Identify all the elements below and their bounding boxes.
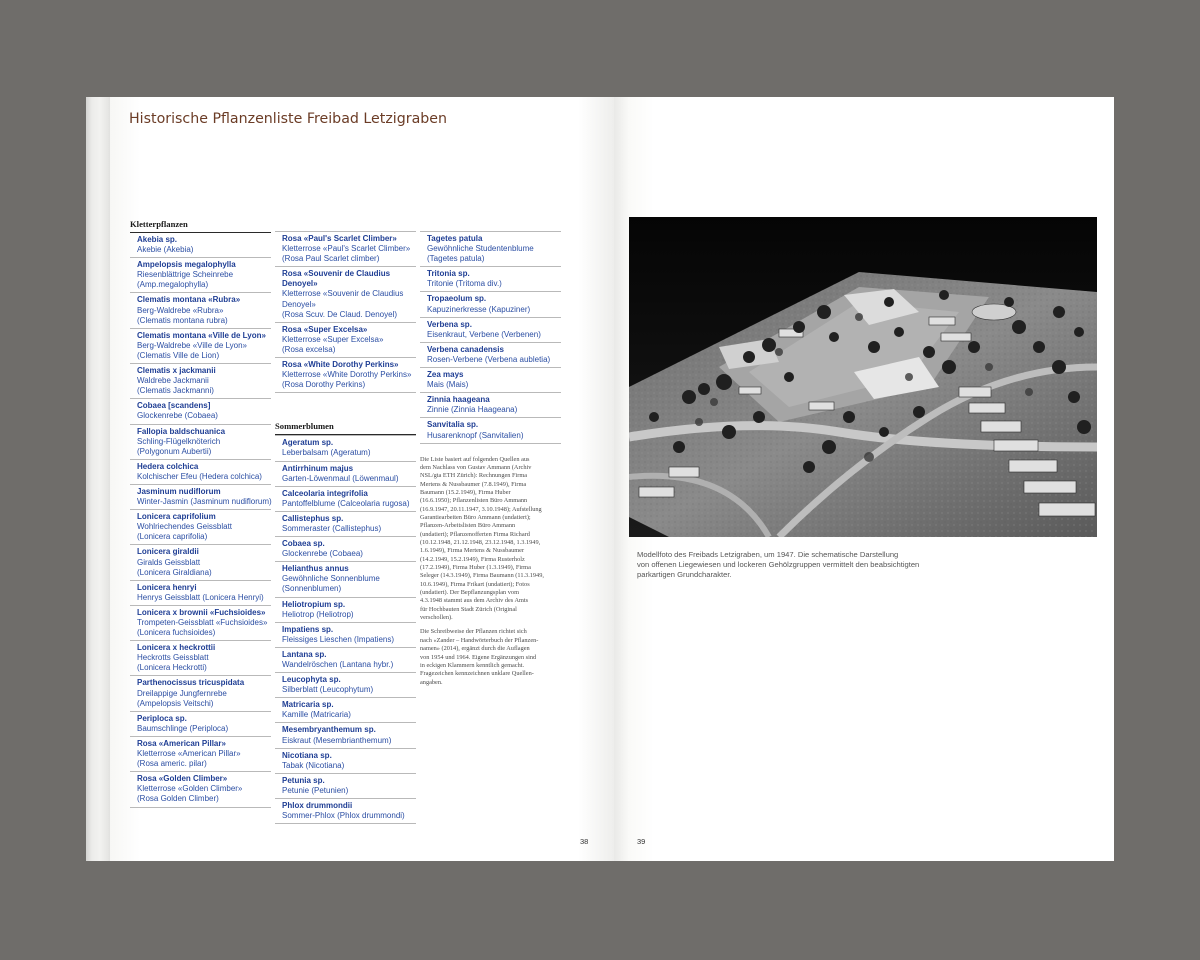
latin-name: Lonicera henryi xyxy=(137,582,197,592)
plant-entry xyxy=(130,233,271,258)
column-1 xyxy=(130,219,271,808)
latin-name: Jasminum nudiflorum xyxy=(137,486,221,496)
text-line: Modellfoto des Freibads Letzigraben, um 1947. Die schematische Darstellung xyxy=(637,550,899,559)
text-line: Die Liste basiert auf folgenden Quellen aus xyxy=(420,455,530,463)
latin-name: Lantana sp. xyxy=(282,649,327,659)
text-line: (14.2.1949, 15.2.1949), Firma Rusterholz xyxy=(420,555,525,563)
text-line: (16.9.1947, 20.11.1947, 3.10.1948); Aufstellung xyxy=(420,505,542,513)
plant-entry xyxy=(275,749,416,774)
latin-name: Clematis x jackmanii xyxy=(137,366,216,376)
common-name: Kapuzinerkresse (Kapuziner) xyxy=(427,304,531,314)
text-line: (undatiert). Der Bepflanzungsplan vom xyxy=(420,589,519,597)
section-gap xyxy=(275,393,416,421)
common-name: (Clematis Ville de Lion) xyxy=(137,350,220,360)
plant-entry xyxy=(420,393,561,418)
plant-entry xyxy=(275,267,416,322)
plant-entry xyxy=(275,648,416,673)
latin-name: Calceolaria integrifolia xyxy=(282,488,368,498)
page-number-left: 38 xyxy=(580,837,589,846)
plant-entry xyxy=(130,510,271,545)
text-line: Seleger (14.3.1949), Firma Baumann (11.3.1949, xyxy=(420,572,544,580)
latin-name: Tagetes patula xyxy=(427,234,483,243)
common-name: Winter-Jasmin (Jasminum nudiflorum) xyxy=(137,497,272,507)
plant-entry xyxy=(275,673,416,698)
latin-name: Helianthus annus xyxy=(282,564,349,574)
common-name: (Clematis montana rubra) xyxy=(137,315,228,325)
common-name: Kletterrose «Golden Climber» xyxy=(137,784,243,794)
latin-name: Verbena sp. xyxy=(427,319,472,329)
plant-entry xyxy=(130,460,271,485)
latin-name: Denoyel» xyxy=(282,279,318,289)
latin-name: Lonicera x heckrottii xyxy=(137,643,216,653)
text-line: parkartigen Grundcharakter. xyxy=(637,569,732,579)
latin-name: Rosa «White Dorothy Perkins» xyxy=(282,360,399,370)
common-name: Gewöhnliche Studentenblume xyxy=(427,244,534,254)
common-name: (Lonicera Giraldiana) xyxy=(137,567,212,577)
common-name: Kletterrose «Super Excelsa» xyxy=(282,334,384,344)
common-name: Rosen-Verbene (Verbena aubletia) xyxy=(427,354,551,364)
common-name: Riesenblättrige Scheinrebe xyxy=(137,270,234,280)
latin-name: Impatiens sp. xyxy=(282,624,334,634)
common-name: Henrys Geissblatt (Lonicera Henryi) xyxy=(137,592,264,602)
common-name: Kolchischer Efeu (Hedera colchica) xyxy=(137,471,262,481)
text-line: angaben. xyxy=(420,678,443,686)
plant-entry xyxy=(275,231,416,267)
left-page xyxy=(110,97,614,861)
page-number-right: 39 xyxy=(637,837,646,846)
text-line: NSL/gta ETH Zürich): Rechnungen Firma xyxy=(420,472,528,480)
common-name: (Sonnenblumen) xyxy=(282,584,342,594)
plant-entry xyxy=(130,485,271,510)
common-name: Sommer-Phlox (Phlox drummondi) xyxy=(282,811,405,821)
common-name: Glockenrebe (Cobaea) xyxy=(137,411,218,421)
text-line: Pflanzen-Arbeitslisten Büro Ammann xyxy=(420,522,516,530)
latin-name: Callistephus sp. xyxy=(282,513,344,523)
plant-entry xyxy=(420,318,561,343)
plant-entry xyxy=(275,435,416,461)
common-name: Denoyel» xyxy=(282,299,316,309)
plant-entry xyxy=(130,676,271,711)
summer-list-2 xyxy=(420,231,561,444)
plant-entry xyxy=(420,267,561,292)
text-line: (10.12.1948, 21.12.1948, 23.12.1948, 1.3.1949, xyxy=(420,539,541,547)
common-name: Eisenkraut, Verbene (Verbenen) xyxy=(427,329,541,339)
latin-name: Petunia sp. xyxy=(282,775,325,785)
plant-entry xyxy=(420,292,561,317)
section-heading-summer: Sommerblumen xyxy=(275,421,416,435)
plant-entry xyxy=(130,399,271,424)
text-line: 10.6.1949), Firma Frikart (undatiert); Fotos xyxy=(420,580,530,588)
common-name: Tritonie (Tritoma div.) xyxy=(427,279,502,289)
common-name: Berg-Waldrebe «Rubra» xyxy=(137,305,224,315)
common-name: Silberblatt (Leucophytum) xyxy=(282,685,374,695)
latin-name: Parthenocissus tricuspidata xyxy=(137,678,245,688)
page-title: Historische Pflanzenliste Freibad Letzigraben xyxy=(129,111,447,127)
common-name: Fleissiges Lieschen (Impatiens) xyxy=(282,634,395,644)
latin-name: Phlox drummondii xyxy=(282,801,353,811)
latin-name: Cobaea [scandens] xyxy=(137,401,211,411)
plant-entry xyxy=(275,462,416,487)
plant-entry xyxy=(275,799,416,824)
text-line: Fragezeichen kennzeichnen unklare Quellen- xyxy=(420,670,534,678)
common-name: Kletterrose «Paul's Scarlet Climber» xyxy=(282,244,411,254)
latin-name: Rosa «Golden Climber» xyxy=(137,774,228,784)
plant-entry xyxy=(420,231,561,267)
latin-name: Zinnia haageana xyxy=(427,395,490,405)
common-name: (Lonicera fuchsioides) xyxy=(137,628,216,638)
plant-entry xyxy=(130,581,271,606)
plant-entry xyxy=(420,368,561,393)
text-line: (16.6.1950); Pflanzenlisten Büro Ammann xyxy=(420,497,528,505)
common-name: Leberbalsam (Ageratum) xyxy=(282,448,371,458)
common-name: Husarenknopf (Sanvitalien) xyxy=(427,430,524,440)
common-name: (Clematis Jackmanni) xyxy=(137,386,214,396)
common-name: Eiskraut (Mesembrianthemum) xyxy=(282,735,392,745)
text-line: namen» (2014), ergänzt durch die Auflagen xyxy=(420,645,530,653)
latin-name: Rosa «Super Excelsa» xyxy=(282,324,368,334)
common-name: Kletterrose «American Pillar» xyxy=(137,749,241,759)
plant-entry xyxy=(130,364,271,399)
common-name: Heliotrop (Heliotrop) xyxy=(282,609,354,619)
plant-entry xyxy=(130,293,271,328)
text-line: (17.2.1949), Firma Huber (1.3.1949), Firma xyxy=(420,564,531,572)
latin-name: Ageratum sp. xyxy=(282,438,334,448)
latin-name: Hedera colchica xyxy=(137,461,199,471)
plant-entry xyxy=(275,723,416,748)
latin-name: Matricaria sp. xyxy=(282,700,334,710)
plant-entry xyxy=(130,772,271,807)
column-3 xyxy=(420,231,561,693)
common-name: Garten-Löwenmaul (Löwenmaul) xyxy=(282,473,399,483)
model-photo xyxy=(629,217,1097,537)
page-edges xyxy=(86,97,112,861)
common-name: Berg-Waldrebe «Ville de Lyon» xyxy=(137,340,247,350)
common-name: Heckrotts Geissblatt xyxy=(137,653,209,663)
latin-name: Heliotropium sp. xyxy=(282,599,346,609)
plant-entry xyxy=(130,258,271,293)
common-name: (Amp.megalophylla) xyxy=(137,280,209,290)
plant-entry xyxy=(275,487,416,512)
common-name: Kamille (Matricaria) xyxy=(282,710,351,720)
common-name: Baumschlinge (Periploca) xyxy=(137,723,229,733)
text-line: dem Nachlass von Gustav Ammann (Archiv xyxy=(420,463,532,471)
latin-name: Clematis montana «Rubra» xyxy=(137,295,241,305)
text-line: nach «Zander – Handwörterbuch der Pflanzen- xyxy=(420,636,539,644)
latin-name: Fallopia baldschuanica xyxy=(137,426,226,436)
plant-entry xyxy=(130,641,271,676)
plant-entry xyxy=(275,512,416,537)
plant-entry xyxy=(275,774,416,799)
common-name: Akebie (Akebia) xyxy=(137,245,194,255)
common-name: Glockenrebe (Cobaea) xyxy=(282,549,363,559)
plant-entry xyxy=(130,545,271,580)
text-line: von 1954 und 1964. Eigene Ergänzungen sind xyxy=(420,653,537,661)
plant-entry xyxy=(275,598,416,623)
plant-entry xyxy=(275,562,416,597)
latin-name: Lonicera x brownii «Fuchsioides» xyxy=(137,607,266,617)
text-line: für Hochbauten Stadt Zürich (Original xyxy=(420,605,517,613)
book-spread xyxy=(86,97,1114,861)
plant-entry xyxy=(130,425,271,460)
common-name: Trompeten-Geissblatt «Fuchsioides» xyxy=(137,618,268,627)
text-line: in eckigen Klammern kenntlich gemacht. xyxy=(420,661,525,669)
plant-entry xyxy=(275,537,416,562)
common-name: Gewöhnliche Sonnenblume xyxy=(282,574,380,584)
common-name: Wohlriechendes Geissblatt xyxy=(137,522,233,532)
latin-name: Lonicera giraldii xyxy=(137,547,199,557)
common-name: (Ampelopsis Veitschi) xyxy=(137,698,214,708)
sources-paragraph-2 xyxy=(420,628,557,686)
text-line: Baumann (15.2.1949), Firma Huber xyxy=(420,488,511,496)
latin-name: Akebia sp. xyxy=(137,235,178,244)
plant-entry xyxy=(130,329,271,364)
common-name: Dreilappige Jungfernrebe xyxy=(137,688,227,698)
summer-list-1 xyxy=(275,435,416,824)
common-name: Pantoffelblume (Calceolaria rugosa) xyxy=(282,498,410,508)
latin-name: Nicotiana sp. xyxy=(282,750,332,760)
text-line: von offenen Liegewiesen und lockeren Gehölzgruppen vermittelt den beabsichtigten xyxy=(637,559,920,569)
plant-entry xyxy=(275,698,416,723)
common-name: Giralds Geissblatt xyxy=(137,557,201,567)
sources-paragraph-1 xyxy=(420,456,557,623)
common-name: (Polygonum Aubertii) xyxy=(137,446,212,456)
common-name: (Lonicera Heckrotti) xyxy=(137,663,207,673)
text-line: 1.6.1949), Firma Mertens & Nussbaumer xyxy=(420,547,525,555)
latin-name: Ampelopsis megalophylla xyxy=(137,260,236,270)
column-2 xyxy=(275,231,416,824)
common-name: (Tagetes patula) xyxy=(427,254,485,264)
plant-entry xyxy=(130,737,271,772)
common-name: Schling-Flügelknöterich xyxy=(137,436,221,446)
plant-entry xyxy=(130,712,271,737)
climbers-list-2 xyxy=(275,231,416,393)
latin-name: Leucophyta sp. xyxy=(282,675,341,685)
latin-name: Rosa «Souvenir de Claudius xyxy=(282,269,391,279)
plant-entry xyxy=(275,358,416,393)
common-name: Kletterrose «Souvenir de Claudius xyxy=(282,289,404,299)
common-name: (Rosa Paul Scarlet climber) xyxy=(282,254,380,264)
common-name: Mais (Mais) xyxy=(427,380,469,390)
plant-entry xyxy=(275,323,416,358)
common-name: Wandelröschen (Lantana hybr.) xyxy=(282,660,394,669)
common-name: Waldrebe Jackmanii xyxy=(137,376,209,386)
common-name: Kletterrose «White Dorothy Perkins» xyxy=(282,370,412,380)
latin-name: Tritonia sp. xyxy=(427,269,470,279)
latin-name: Zea mays xyxy=(427,370,464,380)
common-name: (Rosa americ. pilar) xyxy=(137,759,207,769)
sources-note xyxy=(420,456,557,687)
text-line: Die Schreibweise der Pflanzen richtet sich xyxy=(420,628,527,636)
latin-name: Cobaea sp. xyxy=(282,539,325,549)
common-name: Zinnie (Zinnia Haageana) xyxy=(427,405,518,415)
latin-name: Rosa «American Pillar» xyxy=(137,738,226,748)
photo-caption xyxy=(637,550,919,580)
latin-name: Lonicera caprifolium xyxy=(137,512,216,522)
latin-name: Clematis montana «Ville de Lyon» xyxy=(137,330,266,340)
latin-name: Rosa «Paul's Scarlet Climber» xyxy=(282,234,397,243)
latin-name: Verbena canadensis xyxy=(427,344,504,354)
latin-name: Mesembryanthemum sp. xyxy=(282,725,376,735)
text-line: 4.3.1948 stammt aus dem Archiv des Amts xyxy=(420,597,529,605)
right-page xyxy=(614,97,1114,861)
common-name: Petunie (Petunien) xyxy=(282,785,349,795)
model-photo-image xyxy=(629,217,1097,537)
plant-entry xyxy=(275,623,416,648)
common-name: (Rosa Dorothy Perkins) xyxy=(282,380,366,390)
climbers-list-1 xyxy=(130,233,271,808)
latin-name: Sanvitalia sp. xyxy=(427,420,479,430)
plant-entry xyxy=(420,418,561,443)
plant-entry xyxy=(130,606,271,641)
common-name: (Rosa Scuv. De Claud. Denoyel) xyxy=(282,309,398,319)
text-line: verschollen). xyxy=(420,614,453,622)
common-name: Tabak (Nicotiana) xyxy=(282,760,345,770)
text-line: Mertens & Nussbaumer (7.8.1949), Firma xyxy=(420,480,527,488)
text-line: Garantiearbeiten Büro Ammann (undatiert); xyxy=(420,514,531,521)
plant-entry xyxy=(420,343,561,368)
latin-name: Periploca sp. xyxy=(137,713,187,723)
common-name: (Lonicera caprifolia) xyxy=(137,532,208,542)
common-name: Sommeraster (Callistephus) xyxy=(282,523,382,533)
text-line: (undatiert); Pflanzenofferten Firma Richard xyxy=(420,530,530,538)
common-name: (Rosa excelsa) xyxy=(282,344,336,354)
section-heading-climbers: Kletterpflanzen xyxy=(130,219,271,233)
latin-name: Tropaeolum sp. xyxy=(427,294,487,304)
common-name: (Rosa Golden Climber) xyxy=(137,794,219,804)
latin-name: Antirrhinum majus xyxy=(282,463,354,473)
